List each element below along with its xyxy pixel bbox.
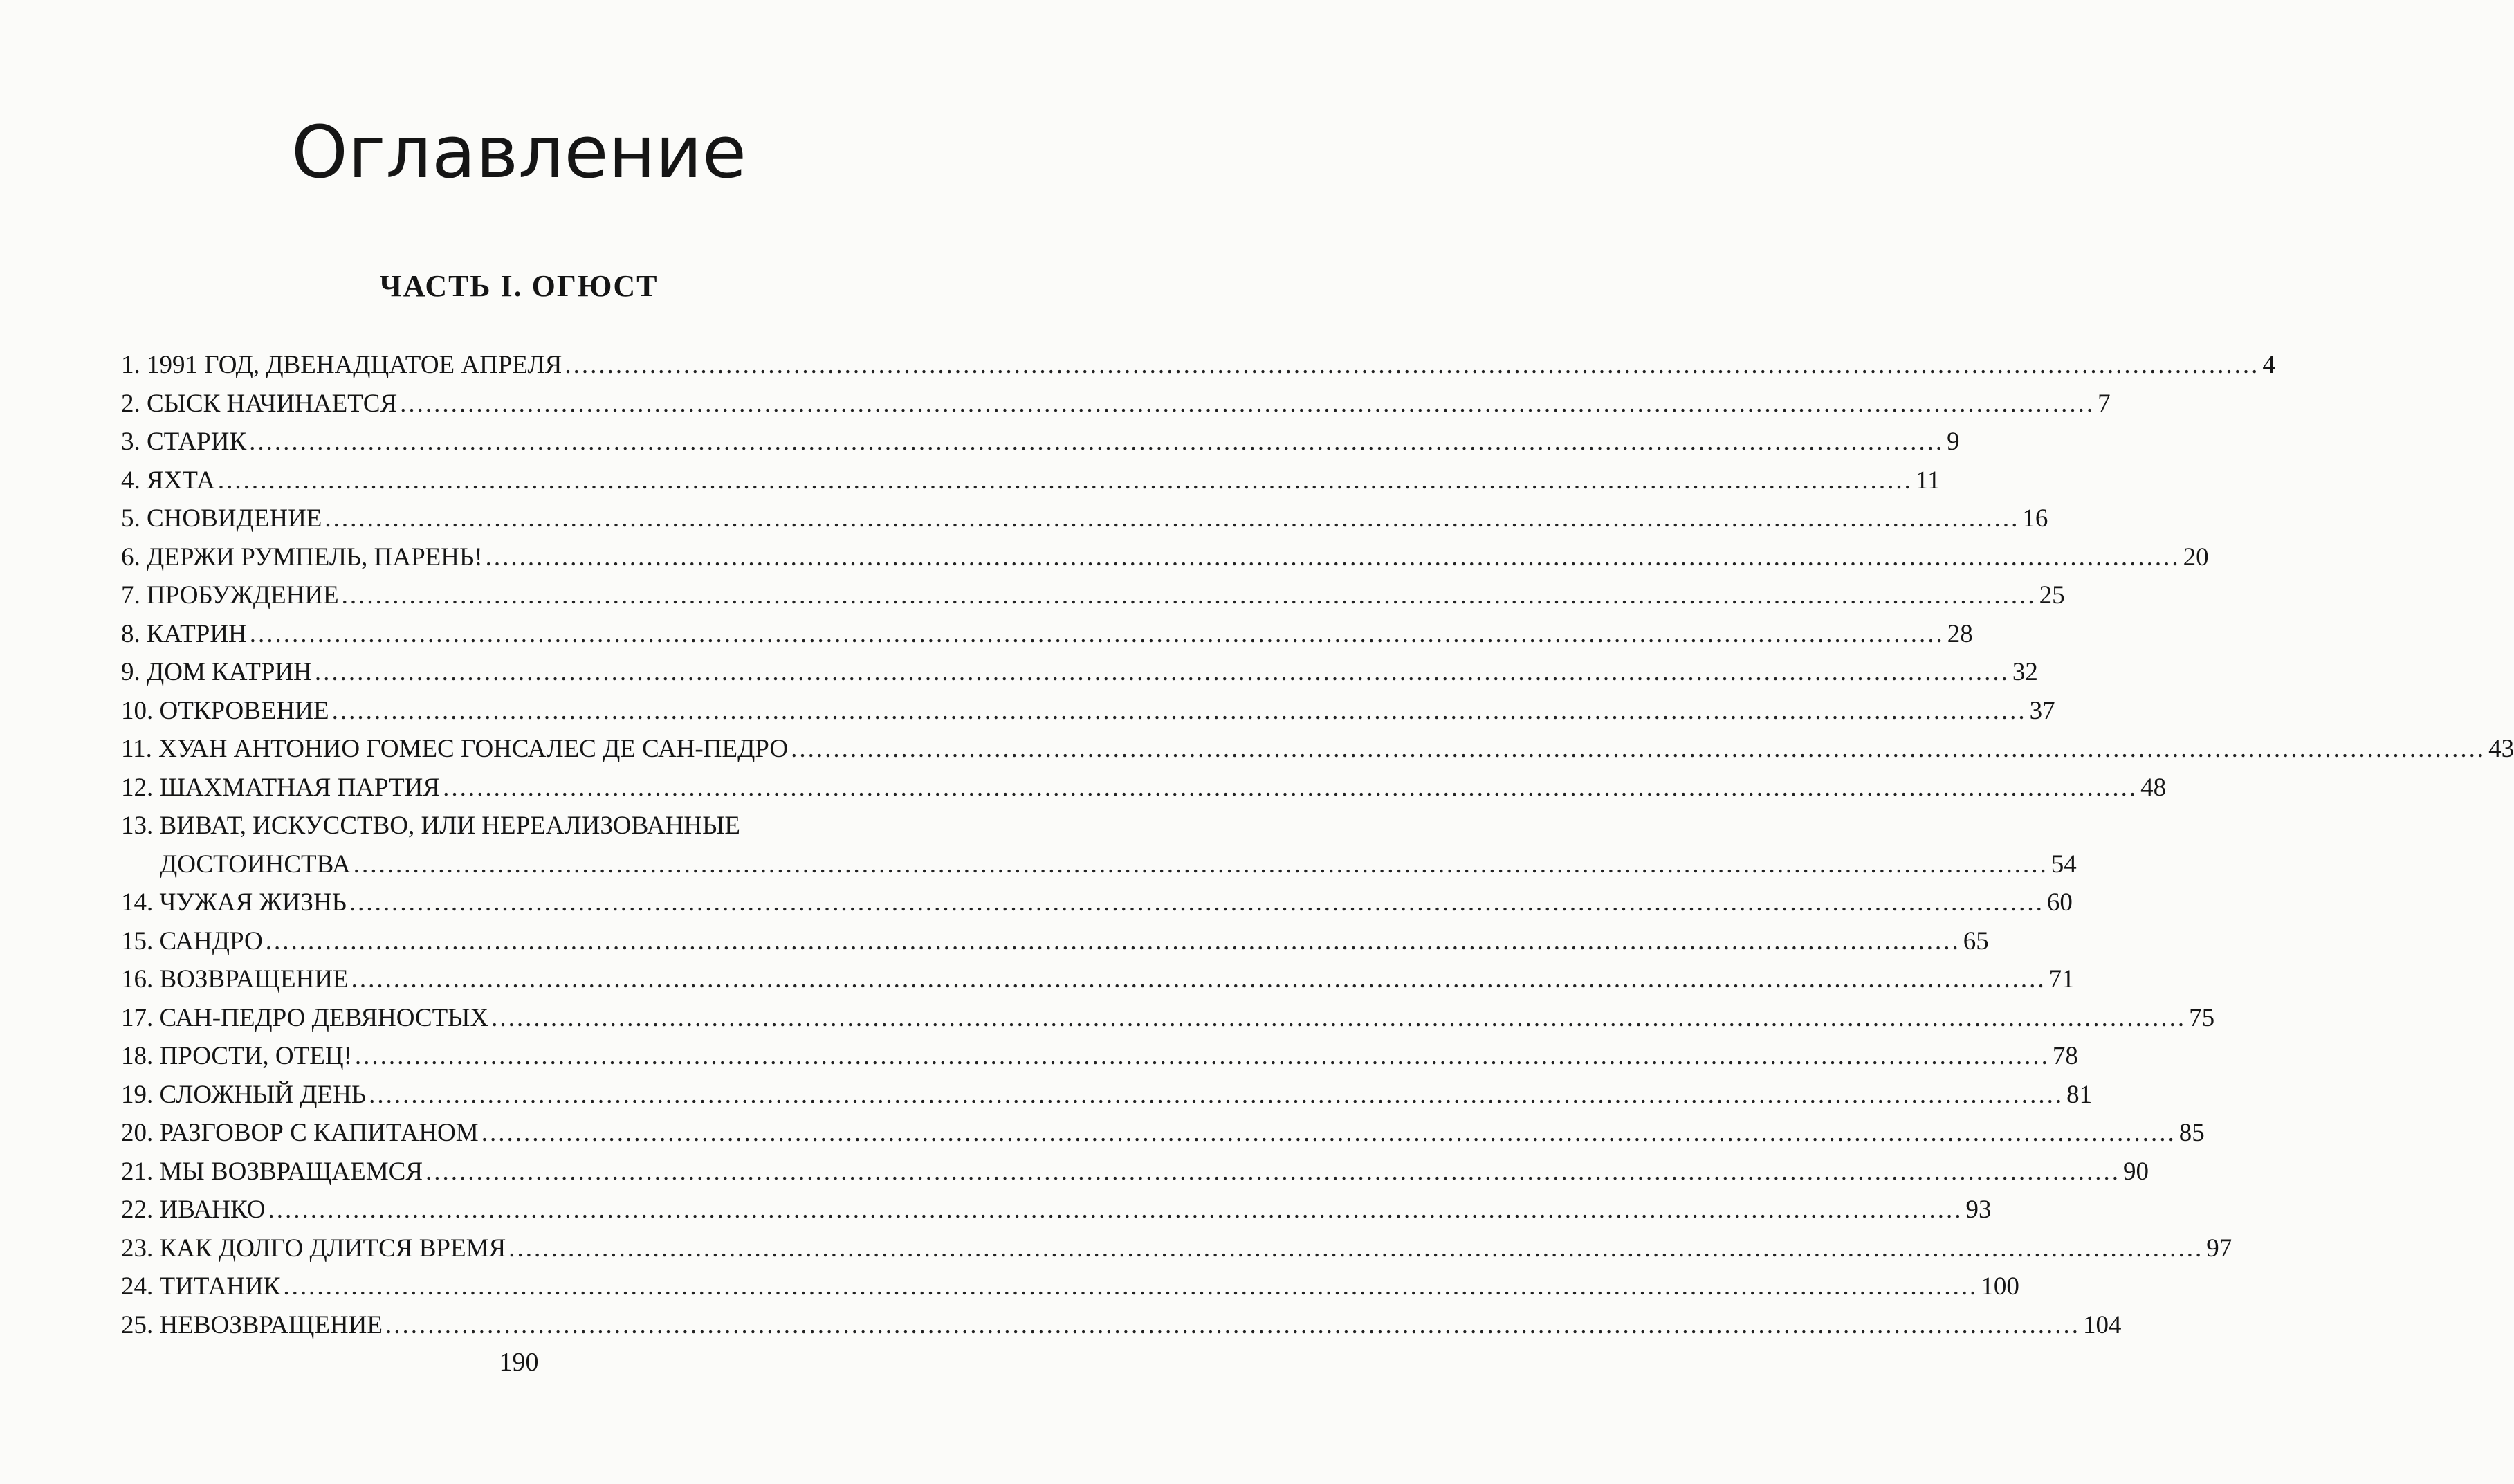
dot-leader: ........................................................................................................................................................................................................: [425, 1157, 2120, 1186]
toc-entry: [121, 1153, 2149, 1191]
toc-entry-page: 43: [2488, 735, 2514, 763]
dot-leader: ........................................................................................................................................................................................................: [324, 504, 2020, 533]
toc-entry-page: 100: [1981, 1272, 2019, 1301]
toc-entry-title: 23. КАК ДОЛГО ДЛИТСЯ ВРЕМЯ: [121, 1234, 506, 1263]
toc-entry-page: 71: [2048, 965, 2075, 993]
dot-leader: ........................................................................................................................................................................................................: [341, 581, 2037, 610]
toc-entry-title: 19. СЛОЖНЫЙ ДЕНЬ: [121, 1080, 367, 1109]
toc-entry-page: 25: [2039, 581, 2065, 610]
toc-entry-title: 25. НЕВОЗВРАЩЕНИЕ: [121, 1310, 383, 1339]
toc-entry-page: 60: [2046, 888, 2073, 917]
toc-entry-title: 9. ДОМ КАТРИН: [121, 658, 312, 686]
toc-entry-continuation: [121, 845, 2077, 884]
toc-entry-title: 15. САНДРО: [121, 926, 263, 955]
toc-entry-page: 9: [1947, 428, 1960, 456]
toc-entry-page: 93: [1965, 1196, 1992, 1224]
dot-leader: ........................................................................................................................................................................................................: [485, 542, 2181, 571]
toc-entry-title: 7. ПРОБУЖДЕНИЕ: [121, 581, 339, 610]
dot-leader: ........................................................................................................................................................................................................: [265, 926, 1961, 955]
toc-entry: [121, 538, 2209, 577]
toc-entry-page: 48: [2140, 773, 2167, 802]
toc-entry: [121, 346, 2275, 385]
toc-entry-title: 6. ДЕРЖИ РУМПЕЛЬ, ПАРЕНЬ!: [121, 542, 483, 571]
toc-entry: [121, 615, 1973, 654]
toc-entry-title: 1. 1991 ГОД, ДВЕНАДЦАТОЕ АПРЕЛЯ: [121, 351, 562, 379]
dot-leader: ........................................................................................................................................................................................................: [283, 1272, 1979, 1301]
page-number: 190: [499, 1348, 539, 1377]
dot-leader: ........................................................................................................................................................................................................: [791, 735, 2486, 763]
toc-entry: [121, 653, 2038, 692]
dot-leader: ........................................................................................................................................................................................................: [268, 1196, 1963, 1224]
page-title: Оглавление: [291, 110, 747, 194]
toc-entry-page: 81: [2066, 1080, 2093, 1109]
toc-entry: [121, 730, 2514, 769]
toc-entry: [121, 922, 1989, 961]
dot-leader: ........................................................................................................................................................................................................: [491, 1003, 2187, 1032]
toc-entry: [121, 1076, 2093, 1115]
toc-entry-page: 78: [2052, 1042, 2078, 1070]
dot-leader: ........................................................................................................................................................................................................: [400, 389, 2095, 418]
toc-entry: [121, 960, 2075, 999]
toc-entry-page: 28: [1947, 619, 1973, 648]
table-of-contents: [121, 346, 2514, 1344]
part-title: ЧАСТЬ I. ОГЮСТ: [379, 269, 659, 303]
dot-leader: ........................................................................................................................................................................................................: [351, 965, 2046, 993]
dot-leader: ........................................................................................................................................................................................................: [443, 773, 2138, 802]
dot-leader: ........................................................................................................................................................................................................: [481, 1119, 2176, 1147]
toc-entry-page: 32: [2012, 658, 2038, 686]
toc-entry-title: 13. ВИВАТ, ИСКУССТВО, ИЛИ НЕРЕАЛИЗОВАННЫЕ: [121, 812, 740, 840]
toc-entry-title: 14. ЧУЖАЯ ЖИЗНЬ: [121, 888, 347, 917]
toc-entry-title: 18. ПРОСТИ, ОТЕЦ!: [121, 1042, 352, 1070]
toc-entry: [121, 385, 2111, 423]
toc-entry: [121, 999, 2215, 1038]
toc-entry-title: 8. КАТРИН: [121, 619, 247, 648]
toc-entry-page: 75: [2189, 1003, 2215, 1032]
toc-entry-title-continued: ДОСТОИНСТВА: [160, 850, 351, 879]
toc-entry-title: 5. СНОВИДЕНИЕ: [121, 504, 322, 533]
toc-entry-page: 11: [1915, 466, 1940, 495]
dot-leader: ........................................................................................................................................................................................................: [353, 850, 2048, 879]
toc-entry-title: 10. ОТКРОВЕНИЕ: [121, 696, 329, 725]
dot-leader: ........................................................................................................................................................................................................: [249, 428, 1945, 456]
toc-entry-title: 21. МЫ ВОЗВРАЩАЕМСЯ: [121, 1157, 423, 1186]
toc-entry-title: 11. ХУАН АНТОНИО ГОМЕС ГОНСАЛЕС ДЕ САН-ПЕДРО: [121, 735, 789, 763]
toc-entry-title: 2. СЫСК НАЧИНАЕТСЯ: [121, 389, 398, 418]
toc-entry: [121, 500, 2048, 538]
toc-entry: [121, 883, 2073, 922]
toc-entry-title: 4. ЯХТА: [121, 466, 215, 495]
dot-leader: ........................................................................................................................................................................................................: [565, 351, 2260, 379]
toc-entry-title: 22. ИВАНКО: [121, 1196, 266, 1224]
toc-entry: [121, 1229, 2232, 1268]
dot-leader: ........................................................................................................................................................................................................: [249, 619, 1945, 648]
toc-entry-page: 7: [2098, 389, 2111, 418]
toc-entry-title: 12. ШАХМАТНАЯ ПАРТИЯ: [121, 773, 441, 802]
dot-leader: ........................................................................................................................................................................................................: [369, 1080, 2064, 1109]
toc-entry-title: 20. РАЗГОВОР С КАПИТАНОМ: [121, 1119, 479, 1147]
toc-entry-page: 104: [2082, 1310, 2122, 1339]
toc-entry: [121, 461, 1940, 500]
toc-entry: [121, 1037, 2078, 1076]
dot-leader: ........................................................................................................................................................................................................: [349, 888, 2044, 917]
toc-entry-page: 16: [2022, 504, 2048, 533]
toc-entry-page: 37: [2029, 696, 2055, 725]
dot-leader: ........................................................................................................................................................................................................: [314, 658, 2010, 686]
toc-entry: [121, 807, 2077, 883]
toc-entry-title: 24. ТИТАНИК: [121, 1272, 281, 1301]
toc-entry-page: 20: [2183, 542, 2209, 571]
toc-entry-page: 54: [2050, 850, 2077, 879]
toc-entry: [121, 692, 2055, 731]
toc-entry-page: 97: [2206, 1234, 2232, 1263]
toc-entry: [121, 1114, 2205, 1153]
toc-entry-page: 90: [2123, 1157, 2149, 1186]
toc-entry-page: 4: [2262, 351, 2275, 379]
dot-leader: ........................................................................................................................................................................................................: [508, 1234, 2204, 1263]
toc-entry-title: 17. САН-ПЕДРО ДЕВЯНОСТЫХ: [121, 1003, 489, 1032]
toc-entry-title: 3. СТАРИК: [121, 428, 247, 456]
toc-entry: [121, 769, 2167, 807]
toc-entry: [121, 423, 1960, 461]
toc-entry-title: 16. ВОЗВРАЩЕНИЕ: [121, 965, 349, 993]
toc-entry: [121, 1191, 1992, 1229]
dot-leader: ........................................................................................................................................................................................................: [217, 466, 1913, 495]
dot-leader: ........................................................................................................................................................................................................: [385, 1310, 2080, 1339]
toc-entry-page: 85: [2178, 1119, 2205, 1147]
dot-leader: ........................................................................................................................................................................................................: [331, 696, 2027, 725]
toc-entry: [121, 1267, 2019, 1306]
dot-leader: ........................................................................................................................................................................................................: [354, 1042, 2050, 1070]
toc-entry: [121, 1306, 2122, 1345]
toc-entry-page: 65: [1963, 926, 1989, 955]
toc-entry: [121, 576, 2065, 615]
